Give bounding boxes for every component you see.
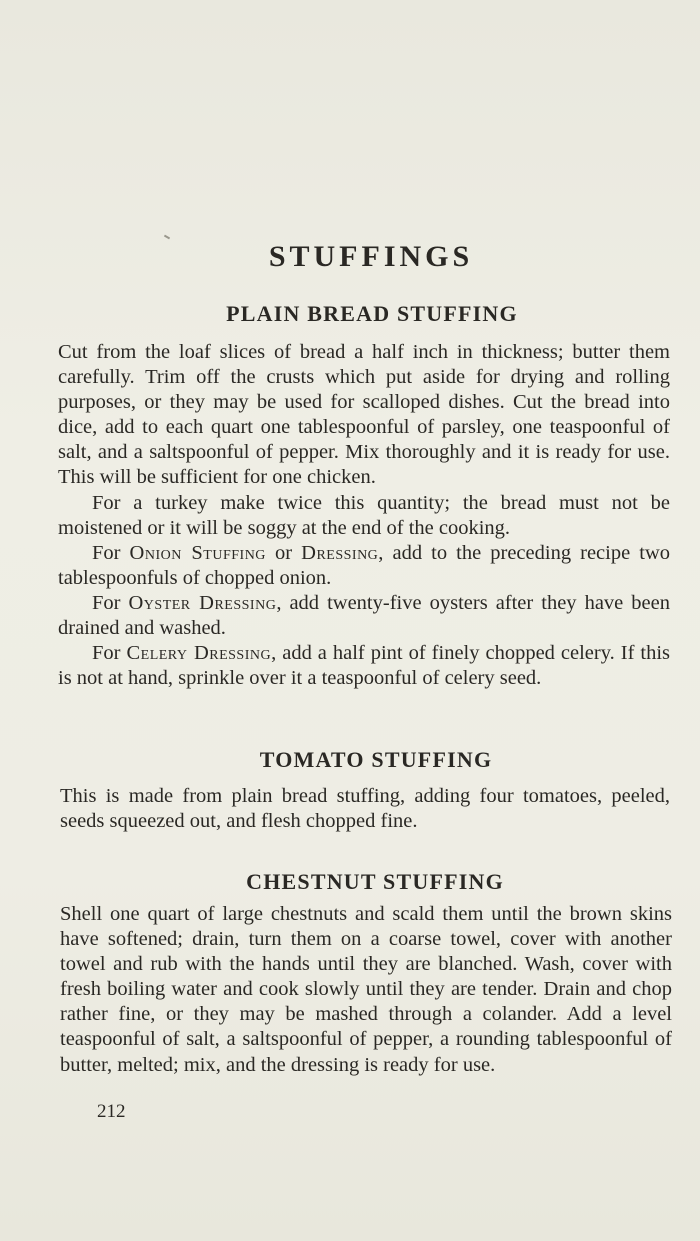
paragraph: For a turkey make twice this quantity; the bread must not be moistened or it will be soggy at the end of the cooking. xyxy=(58,491,670,539)
paragraph xyxy=(58,641,670,691)
chapter-title: STUFFINGS xyxy=(268,240,474,273)
plain-bread-stuffing-text xyxy=(58,340,670,691)
text-run: , add twenty-five oysters after they have been drained and washed. xyxy=(58,591,670,640)
text-run: For xyxy=(92,591,129,614)
paragraph: Shell one quart of large chestnuts and scald them until the brown skins have softened; drain, turn them on a coarse towel, cover with another towel and rub with the hands until they are blanched. Wash, cover with fresh boiling water and cook slowly until they are tender. Drain and chop rather fine, or they may be mashed through a colander. Add a level teaspoonful of salt, a saltspoonful of pepper, a rounding tablespoonful of butter, melted; mix, and the dressing is ready for use. xyxy=(60,903,672,1076)
recipe-term: Celery Dressing xyxy=(126,642,272,665)
text-run: For xyxy=(92,541,130,564)
text-run: , add a half pint of finely chopped celery. If this is not at hand, sprinkle over it a teaspoonful of celery seed. xyxy=(58,642,671,690)
page-number: 212 xyxy=(97,1101,126,1122)
tomato-stuffing-text xyxy=(60,784,670,834)
section-title-chestnut-stuffing: CHESTNUT STUFFING xyxy=(246,869,504,894)
text-run: For xyxy=(92,642,127,665)
recipe-term: Onion Stuffing xyxy=(129,541,266,564)
text-run: or xyxy=(265,541,302,564)
paragraph: Cut from the loaf slices of bread a half inch in thickness; butter them carefully. Trim off the crusts which put aside for drying and rolling purposes, or they may be used for scalloped dishes. Cut the bread into dice, add to each quart one tablespoonful of parsley, one teaspoonful of salt, and a saltspoonful of pepper. Mix thoroughly and it is ready for use. This will be sufficient for one chicken. xyxy=(58,341,670,489)
section-title-tomato-stuffing: TOMATO STUFFING xyxy=(259,747,493,772)
paragraph: This is made from plain bread stuffing, adding four tomatoes, peeled, seeds squeezed out, and flesh chopped fine. xyxy=(60,785,670,833)
recipe-term: Dressing xyxy=(301,541,379,564)
paragraph xyxy=(58,591,670,641)
chestnut-stuffing-text xyxy=(60,902,672,1078)
section-title-plain-bread-stuffing: PLAIN BREAD STUFFING xyxy=(226,301,518,326)
text-run: , add to the preceding recipe two tablespoonfuls of chopped onion. xyxy=(58,541,671,589)
paragraph xyxy=(58,541,670,591)
recipe-term: Oyster Dressing xyxy=(128,591,277,614)
